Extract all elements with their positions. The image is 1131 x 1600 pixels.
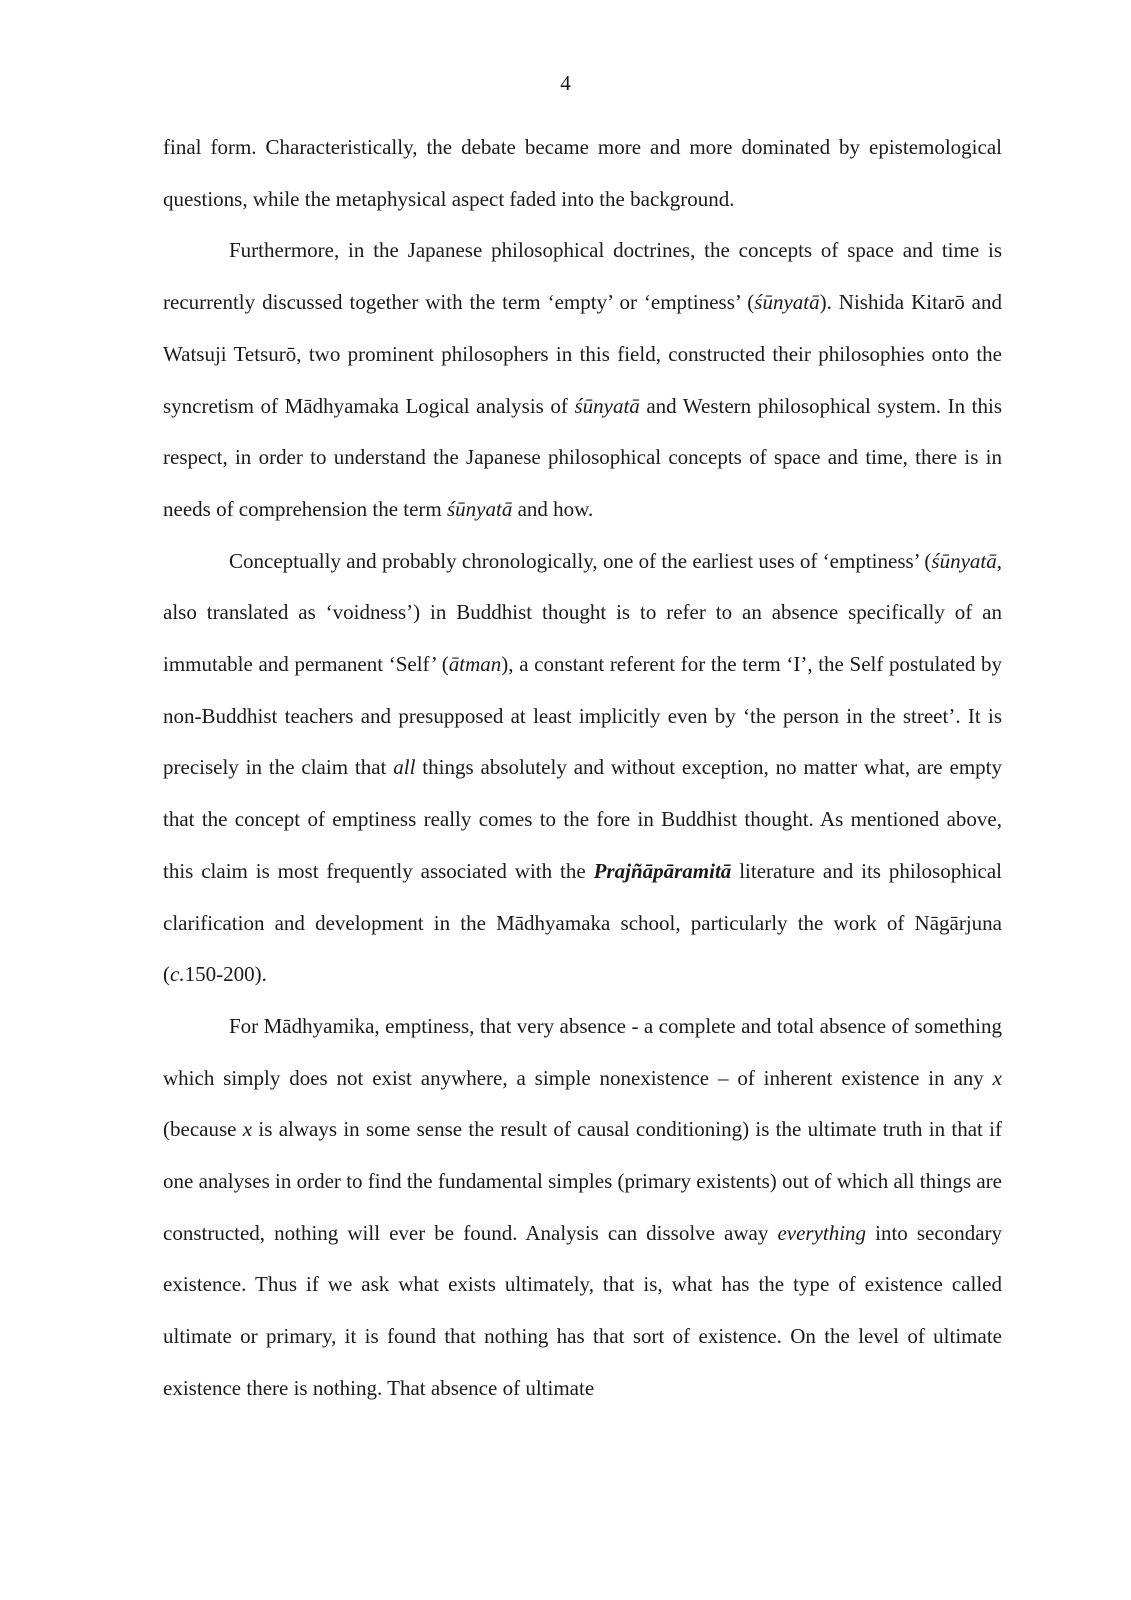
- text-segment: 150-200).: [184, 962, 267, 987]
- paragraph-4: [163, 1001, 1002, 1415]
- italic-term: all: [393, 755, 416, 780]
- paragraph-3: [163, 536, 1002, 1001]
- italic-term: śūnyatā: [754, 290, 820, 315]
- italic-term: everything: [777, 1220, 867, 1245]
- italic-term: x: [992, 1065, 1002, 1090]
- paragraph-1: [163, 122, 1002, 225]
- italic-term: x: [242, 1117, 253, 1142]
- bold-italic-term: Prajñāpāramitā: [593, 858, 732, 883]
- italic-term: śūnyatā: [574, 393, 640, 418]
- text-segment: things absolutely and without exception, no matter what, are empty that the concept of emptiness really comes to the fore in Buddhist thought. As mentioned above, this claim is most frequently associated with the: [163, 755, 1002, 883]
- text-segment: and Western philosophical system. In this respect, in order to understand the Japanese philosophical concepts of space and time, there is in needs of comprehension the term: [163, 393, 1002, 521]
- text-segment: ). Nishida Kitarō and Watsuji Tetsurō, two prominent philosophers in this field, constructed their philosophies onto the syncretism of Mādhyamaka Logical analysis of: [163, 290, 1003, 418]
- text-segment: Furthermore, in the Japanese philosophical doctrines, the concepts of space and time is recurrently discussed together with the term ‘empty’ or ‘emptiness’ (: [163, 238, 1002, 315]
- text-segment: and how.: [512, 496, 594, 521]
- text-segment: into secondary existence. Thus if we ask what exists ultimately, that is, what has the type of existence called ultimate or primary, it is found that nothing has that sort of existence. On the level of ultimate existence there is nothing. That absence of ultimate: [163, 1220, 1003, 1400]
- italic-term: śūnyatā: [931, 548, 997, 573]
- italic-term: ātman: [448, 652, 502, 677]
- italic-term: c.: [170, 962, 185, 987]
- text-segment: (because: [163, 1117, 243, 1142]
- text-segment: is always in some sense the result of causal conditioning) is the ultimate truth in that if one analyses in order to find the fundamental simples (primary existents) out of which all things are constructed, nothing will ever be found. Analysis can dissolve away: [163, 1117, 1003, 1245]
- text-segment: For Mādhyamika, emptiness, that very absence - a complete and total absence of something which simply does not exist anywhere, a simple nonexistence – of inherent existence in any: [163, 1013, 1002, 1090]
- page-number: 4: [560, 71, 571, 95]
- text-segment: final form. Characteristically, the debate became more and more dominated by epistemological questions, while the metaphysical aspect faded into the background.: [163, 135, 1002, 211]
- text-segment: Conceptually and probably chronologically, one of the earliest uses of ‘emptiness’ (: [229, 548, 932, 573]
- paragraph-2: [163, 225, 1002, 535]
- body-text: [163, 122, 1002, 1415]
- text-segment: literature and its philosophical clarification and development in the Mādhyamaka school, particularly the work of Nāgārjuna (: [163, 858, 1003, 987]
- text-segment: , also translated as ‘voidness’) in Buddhist thought is to refer to an absence specifically of an immutable and permanent ‘Self’ (: [163, 548, 1002, 677]
- italic-term: śūnyatā: [447, 496, 513, 521]
- text-segment: ), a constant referent for the term ‘I’, the Self postulated by non-Buddhist teachers and presupposed at least implicitly even by ‘the person in the street’. It is precisely in the claim that: [163, 652, 1002, 780]
